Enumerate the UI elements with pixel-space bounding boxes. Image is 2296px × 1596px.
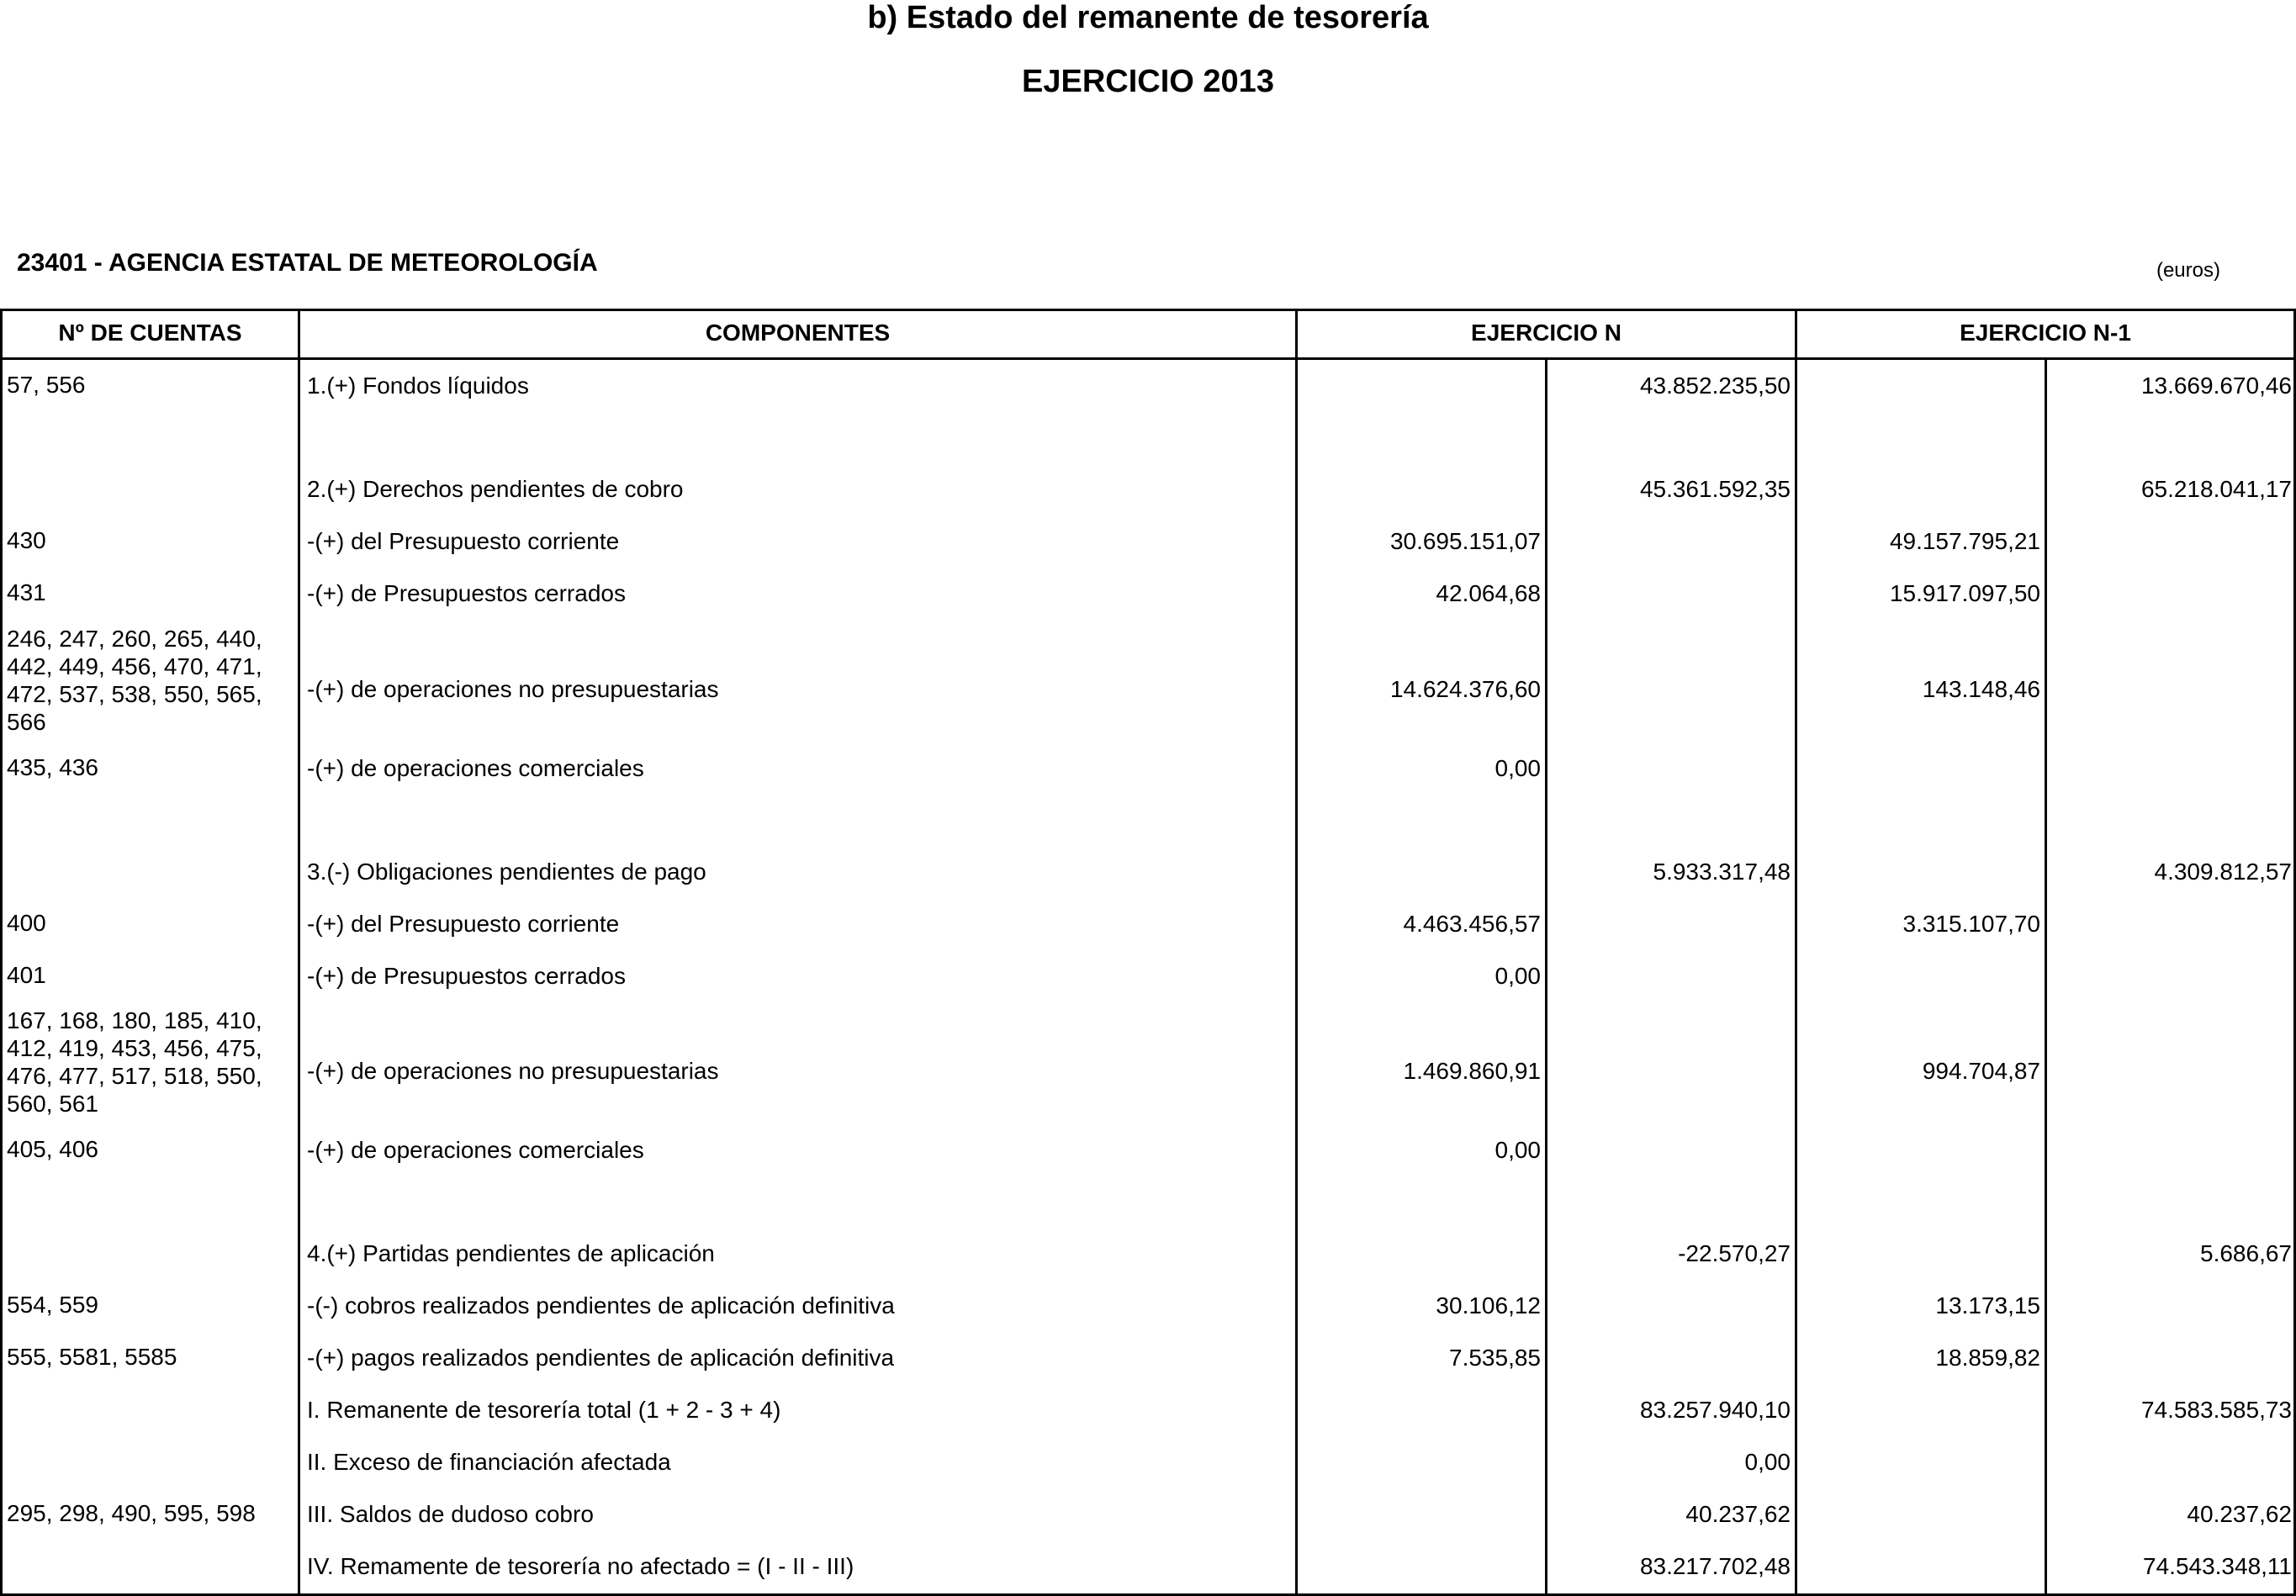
previous-year-total-amount: 74.583.585,73 [2140,1397,2292,1423]
previous-year-detail-amount: 49.157.795,21 [1889,528,2040,554]
component-label: -(+) de operaciones comerciales [307,755,644,781]
component-label: 4.(+) Partidas pendientes de aplicación [307,1240,715,1266]
entity-name: 23401 - AGENCIA ESTATAL DE METEOROLOGÍA [17,249,598,277]
account-numbers: 405, 406 [7,1136,98,1162]
previous-year-total-amount: 4.309.812,57 [2154,859,2292,885]
previous-year-detail-amount: 143.148,46 [1922,676,2040,702]
component-label: -(+) de operaciones no presupuestarias [307,1058,719,1084]
previous-year-detail-amount: 994.704,87 [1922,1058,2040,1084]
current-year-detail-amount: 14.624.376,60 [1389,676,1541,702]
current-year-detail-amount: 0,00 [1495,1137,1541,1163]
account-numbers: 430 [7,527,46,553]
treasury-table [0,309,2296,1596]
column-divider [1545,357,1547,1596]
header-bottom-border [0,357,2296,360]
previous-year-total-amount: 40.237,62 [2187,1501,2292,1527]
current-year-detail-amount: 0,00 [1495,755,1541,781]
account-numbers: 435, 436 [7,754,98,780]
account-numbers: 167, 168, 180, 185, 410, 412, 419, 453, 456, 475, 476, 477, 517, 518, 550, 560, 561 [7,1007,262,1117]
account-numbers: 431 [7,579,46,605]
current-year-total-amount: -22.570,27 [1678,1240,1791,1266]
account-numbers: 246, 247, 260, 265, 440, 442, 449, 456, 470, 471, 472, 537, 538, 550, 565, 566 [7,626,262,735]
current-year-detail-amount: 7.535,85 [1449,1345,1541,1371]
component-label: -(+) pagos realizados pendientes de aplicación definitiva [307,1345,895,1371]
current-year-detail-amount: 1.469.860,91 [1403,1058,1541,1084]
component-label: -(+) de operaciones no presupuestarias [307,676,719,702]
account-numbers: 295, 298, 490, 595, 598 [7,1500,256,1526]
previous-year-detail-amount: 15.917.097,50 [1889,580,2040,606]
current-year-detail-amount: 42.064,68 [1436,580,1541,606]
component-label: -(+) del Presupuesto corriente [307,911,620,937]
component-label: IV. Remamente de tesorería no afectado = (I - II - III) [307,1553,854,1579]
previous-year-detail-amount: 13.173,15 [1935,1292,2040,1319]
component-label: III. Saldos de dudoso cobro [307,1501,594,1527]
table-left-border [0,309,3,1596]
current-year-total-amount: 45.361.592,35 [1639,476,1791,502]
component-label: II. Exceso de financiación afectada [307,1449,671,1475]
account-numbers: 400 [7,910,46,936]
report-year: EJERCICIO 2013 [1022,64,1274,99]
column-divider [298,309,300,1596]
current-year-total-amount: 5.933.317,48 [1653,859,1791,885]
previous-year-total-amount: 65.218.041,17 [2140,476,2292,502]
current-year-detail-amount: 0,00 [1495,963,1541,989]
previous-year-total-amount: 74.543.348,11 [2143,1553,2292,1579]
previous-year-total-amount: 13.669.670,46 [2140,373,2292,399]
account-numbers: 57, 556 [7,372,86,398]
component-label: -(+) de Presupuestos cerrados [307,580,626,606]
account-numbers: 555, 5581, 5585 [7,1344,177,1370]
current-year-detail-amount: 30.106,12 [1436,1292,1541,1319]
header-current-year: EJERCICIO N [1471,320,1621,346]
current-year-total-amount: 83.217.702,48 [1639,1553,1791,1579]
component-label: 2.(+) Derechos pendientes de cobro [307,476,684,502]
current-year-detail-amount: 30.695.151,07 [1389,528,1541,554]
previous-year-detail-amount: 18.859,82 [1935,1345,2040,1371]
account-numbers: 554, 559 [7,1292,98,1318]
component-label: -(+) de operaciones comerciales [307,1137,644,1163]
current-year-total-amount: 40.237,62 [1685,1501,1791,1527]
component-label: 3.(-) Obligaciones pendientes de pago [307,859,706,885]
component-label: 1.(+) Fondos líquidos [307,373,529,399]
current-year-total-amount: 43.852.235,50 [1639,373,1791,399]
component-label: -(+) del Presupuesto corriente [307,528,620,554]
current-year-detail-amount: 4.463.456,57 [1403,911,1541,937]
column-divider [1795,309,1797,1596]
component-label: -(+) de Presupuestos cerrados [307,963,626,989]
previous-year-detail-amount: 3.315.107,70 [1902,911,2040,937]
column-divider [2045,357,2047,1596]
component-label: I. Remanente de tesorería total (1 + 2 - 3 + 4) [307,1397,781,1423]
current-year-total-amount: 83.257.940,10 [1639,1397,1791,1423]
component-label: -(-) cobros realizados pendientes de aplicación definitiva [307,1292,895,1319]
column-divider [1295,309,1298,1596]
header-components: COMPONENTES [705,320,891,346]
previous-year-total-amount: 5.686,67 [2200,1240,2292,1266]
header-accounts: Nº DE CUENTAS [58,320,242,346]
header-previous-year: EJERCICIO N-1 [1960,320,2131,346]
units-label: (euros) [2156,259,2220,282]
report-title: b) Estado del remanente de tesorería [867,0,1429,35]
account-numbers: 401 [7,962,46,988]
current-year-total-amount: 0,00 [1744,1449,1791,1475]
